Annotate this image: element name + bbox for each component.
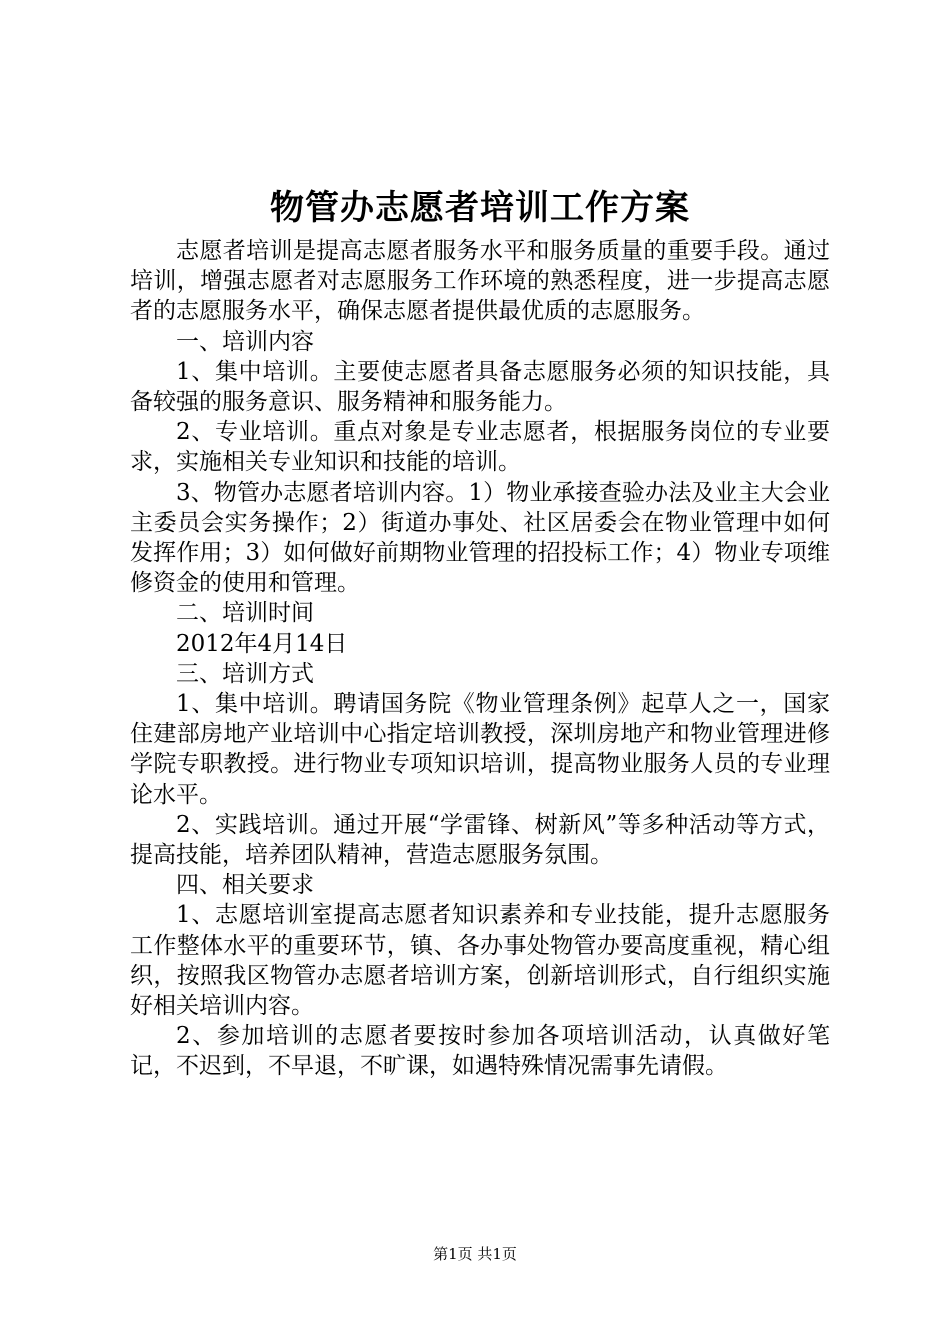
heading-requirements: 四、相关要求 [176,872,314,899]
paragraph-method-2: 2、实践培训。通过开展“学雷锋、树新风”等多种活动等方式，提高技能，培养团队精神，营造志愿服务氛围。 [130,811,830,869]
paragraph-requirement-2: 2、参加培训的志愿者要按时参加各项培训活动，认真做好笔记，不迟到，不早退，不旷课，如遇特殊情况需事先请假。 [130,1023,830,1080]
document-title: 物管办志愿者培训工作方案 [270,188,690,228]
paragraph-training-date: 2012年4月14日 [176,630,348,657]
document-body [130,236,830,1082]
paragraph-method-1: 1、集中培训。聘请国务院《物业管理条例》起草人之一，国家住建部房地产业培训中心指定培训教授，深圳房地产和物业管理进修学院专职教授。进行物业专项知识培训，提高物业服务人员的专业理论水平。 [130,691,830,808]
heading-training-content: 一、培训内容 [176,328,314,355]
paragraph-requirement-1: 1、志愿培训室提高志愿者知识素养和专业技能，提升志愿服务工作整体水平的重要环节，镇、各办事处物管办要高度重视，精心组织，按照我区物管办志愿者培训方案，创新培训形式，自行组织实施好相关培训内容。 [130,902,830,1020]
paragraph-content-2: 2、专业培训。重点对象是专业志愿者，根据服务岗位的专业要求，实施相关专业知识和技能的培训。 [130,419,830,476]
heading-training-method: 三、培训方式 [176,660,314,687]
document-page [130,180,830,1082]
paragraph-content-3: 3、物管办志愿者培训内容。1）物业承接查验办法及业主大会业主委员会实务操作；2）街道办事处、社区居委会在物业管理中如何发挥作用；3）如何做好前期物业管理的招投标工作；4）物业专项维修资金的使用和管理。 [130,479,830,597]
paragraph-intro: 志愿者培训是提高志愿者服务水平和服务质量的重要手段。通过培训，增强志愿者对志愿服务工作环境的熟悉程度，进一步提高志愿者的志愿服务水平，确保志愿者提供最优质的志愿服务。 [130,238,830,325]
paragraph-content-1: 1、集中培训。主要使志愿者具备志愿服务必须的知识技能，具备较强的服务意识、服务精神和服务能力。 [130,358,830,416]
page-footer: 第1页 共1页 [433,1245,517,1263]
heading-training-time: 二、培训时间 [176,600,314,627]
